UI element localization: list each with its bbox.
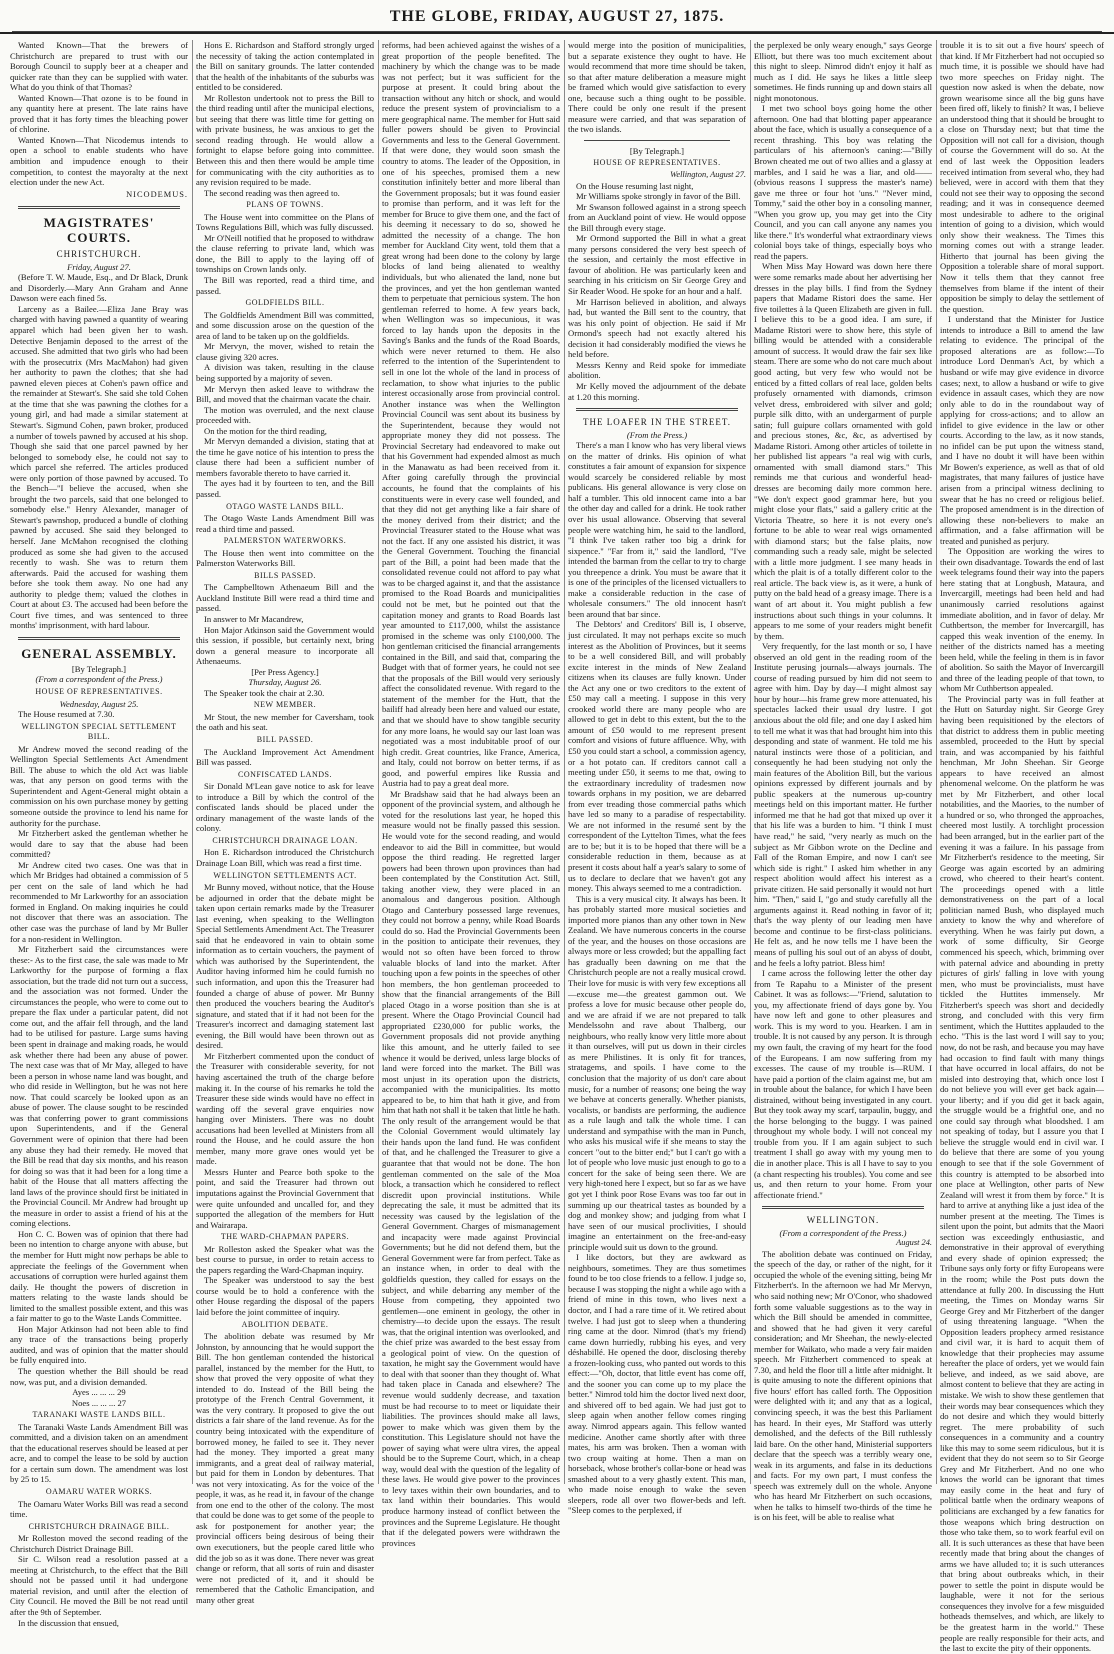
sub-heading: OAMARU WATER WORKS.	[45, 1487, 153, 1496]
press-agency-note: [Per Press Agency.]	[251, 666, 319, 677]
paragraph: The Debtors' and Creditors' Bill is, I observe, just circulated. It may not perhaps excite so much interest as the Abolition of Provinces, but it seems to be a well considered Bill, and will probably excite interest in the minds of New Zealand citizens when its clauses are fully known. Under the Act any one or two creditors to the extent of £50 may call a meeting. I suppose in this very crooked world there are many people who are allowed to get in debt to this extent, but the to the amount of £50 would to me represent present comfort and visions of future affluence. Why, with £50 you could start a school, a commission agency, or a hot potato can. If creditors cannot call a meeting under £50, it seems to me that, owing to the extraordinary incredulity of tradesmen now towards orphans in my position, we are debarred from ever treading those commercial paths which have led so many to a paradise of respectability. We are not informed in the resumé sent by the correspondent of the Lyttelton Times, what the fees are to be; but it is to be hoped that there will be a considerable reduction in them, because as at present it costs about half a year's salary to some of us to declare to declare that we haven't got any money. This always seemed to me a contradiction.	[568, 619, 746, 894]
paragraph: the perplexed be only weary enough," says George Elliott, but there was too much excitement about this night to sleep. Nimrod didn't enjoy it half as much as I did. He says he likes a little sleep sometimes. He finds running up and down stairs all night monotonous.	[754, 40, 932, 103]
paragraph: The ayes had it by fourteen to ten, and the Bill passed.	[196, 478, 374, 499]
paragraph: Mr Rolleston undertook not to press the Bill to the third reading until after the municipal elections, but seeing that there was little time for getting on with private business, he was anxious to get the second reading through. He would allow a fortnight to elapse before going into committee. Between this and then there would be ample time for communicating with the city authorities as to any revision required to be made.	[196, 92, 374, 188]
column-1	[10, 40, 189, 1628]
paragraph: The House went into committee on the Plans of Towns Regulations Bill, which was fully discussed.	[196, 211, 374, 233]
paragraph: (Before T. W. Maude, Esq., and Dr Black, Drunk and Disorderly.—Mary Ann Graham and Anne Dawson were each fined 5s.	[10, 272, 188, 304]
columns	[10, 40, 1104, 1654]
paragraph: The question whether the Bill should be read now, was put, and a division demanded.	[10, 1365, 188, 1387]
masthead	[0, 0, 1114, 34]
paragraph: The abolition debate was continued on Friday, the speech of the day, or rather of the night, for it occupied the whole of the evening sitting, being Mr Fitzherbert's. In the afternoon we had Mr Mervyn, who said nothing new; Mr O'Conor, who shadowed forth some valuable suggestions as to the way in which the Bill should be amended in committee, and showed that he had given it very careful consideration; and Mr Sheehan, the newly-elected member for Waikato, who made a very fair maiden speech. Mr Fitzherbert commenced to speak at 7.30, and held the floor till a little after midnight. It is quite amusing to note the different opinions that five hours' effort has called forth. The Opposition were delighted with it; and any that as a logical, convincing speech, it was the best this Parliament has heard. In their eyes, Mr Stafford was utterly demolished, and the defects of the Bill ruthlessly laid bare. On the other hand, Ministerial supporters declare that the speech was a terribly weary one, weak in its arguments, and false in its deductions and facts. For my own part, I must confess the speech was extremely dull on the whole. Anyone who has heard Mr Fitzherbert on such occasions, when he talks to himself two-thirds of the time he is on his feet, will be able to realise what	[754, 1248, 932, 1523]
paragraph: The Opposition are working the wires to their own disadvantage. Towards the end of last week telegrams found their way into the papers here stating that at Longbush, Mataura, and Invercargill, meetings had been held and had unanimously carried resolutions against immediate abolition, and in favor of delay. Mr Cuthbertson, the member for Invercargill, has capped this weak invention of the enemy. In neither of the districts named has a meeting been held, while the feeling in them is in favor of abolition. So saith the Mayor of Invercargill and three of the leading people of that town, to whom Mr Cuthbertson appealed.	[940, 546, 1104, 694]
wanted-known-1: Wanted Known—That the brewers of Christchurch are prepared to trust with our Borough Council to supply beer at a cheaper and quicker rate than they can be supplied with water. What do you think of that Thomas?	[10, 40, 188, 93]
paragraph: Mr Kelly moved the adjournment of the debate at 1.20 this morning.	[568, 380, 746, 402]
paragraph: When Miss May Howard was down here there were some remarks made about her advertising her dresses in the play bills. I find from the Sydney papers that Madame Ristori does the same. Her five toilettes à la Queen Elizabeth are given in full. I believe this to be a good idea. I am sure, if Madame Ristori were to show here, this style of billing would be attended with a considerable amount of success. It would draw the fair sex like steam. There are some who do not care much about good acting, but very few who would not be enticed by a fitted collars of real lace, golden belts profusely ornamented with diamonds, crimson velvet dress, embroidered with silver and gold; purple silk ditto, with an undergarment of purple satin; full guipure collars ornamented with gold and precious stones, &c, &c, as advertised by Madame Ristori. Among other articles of toilette in her published list appears "a real wig with curls, ornamented with small diamond stars." This reminds me that curious and wonderful head-dresses are becoming daily more common here. "We don't expect good grammar here, but you might close your flats," said a gallery critic at the Victoria Theatre, so here it is not every one's fortune to be able to wear real wigs ornamented with diamond stars; but the false plaits, now commanding such a ready sale, might be selected with a little more judgment. I see many heads in which the plait is of a totally different color to the real article. The back view is, as it were, a hunk of putty on the bald head of a greasy image. There is a want of art about it. You might publish a few instructions about such things in your columns. It appears to me some of your readers might benefit by them.	[754, 261, 932, 641]
sub-heading: OTAGO WASTE LANDS BILL.	[226, 501, 344, 511]
dateline: Thursday, August 26.	[248, 677, 322, 688]
paragraph: Hon C. C. Bowen was of opinion that there had been no intention to charge anyone with abuse, but the member for Hutt might now perhaps be able to appreciate the feelings of the Government when accusations of corruption were hurled against them daily. He thought the powers of discretion in matters relating to the waste lands should be limited to the smallest possible extent, and this was a fair matter to go to the Waste Lands Committee.	[10, 1228, 188, 1324]
column-3	[382, 40, 560, 1548]
paragraph: The Provincial party was in full feather at the Hutt on Saturday night. Sir George Grey having been requisitioned by the electors of that district to address them in public meeting assembled, proceeded to the Hutt by special train, and was accompanied by his faithful henchman, Mr John Sheehan. Sir George appears to have received an almost phenomenal welcome. On the platform he was met by Mr Fitzherbert, and other local notabilities, and the Maories, to the number of a hundred or so, who thronged the approaches, cheered most lustily. A torchlight procession had been arranged, but in the earlier part of the evening it was a failure. In his passage from Mr Fitzherbert's residence to the meeting, Sir George was again escorted by an admiring crowd, who cheered to their heart's content. The proceedings opened with a little demonstrativeness on the part of a local politician named Bush, who displayed much anxiety to know the why and wherefore of everything. When he was fairly put down, a work of some difficulty, Sir George commenced his speech, which, brimming over with paternal advice and abounding in pretty pictures of girls' falling in love with young men, who must be provincialists, must have tickled the Huttites immensely. Mr Fitzherbert's speech was short and decidedly strong, and concluded with this very firm sentiment, which the Huttites applauded to the echo. "This is the last word I will say to you; now, do not be rash, and because you may have had occasion to find fault with many things that have occurred in local affairs, do not be misled into destroying that, which once lost I do not believe you will ever get back again—your liberty; and if you did get it back again, the struggle would be a frightful one, and no one could say through what bloodshed. I am not speaking of today, but I assure you that I believe the struggle would end in civil war. I do believe that there are some of you young enough to see that if the sole Government of this country is attempted to be absorbed into one place at Wellington, other parts of New Zealand will wrest it from them by force." It is hard to arrive at anything like a just idea of the number present at the meeting. The Times is silent upon the point, but admits that the Maori section was exceedingly enthusiastic, and demonstrative in their approval of everything and every shade of opinion expressed; the Tribune says only forty or fifty Europeans were in the room; while the Post puts down the attendance at fully 200. In discussing the Hutt meeting, the Times on Monday warns Sir George Grey and Mr Fitzherbert of the danger of using threatening language. "When the Opposition leaders prophecy armed resistance and civil war, it is hard to acquit them of knowledge that their prophecies may assume hereafter the place of orders, yet we would fain believe, and indeed, as we said above, are almost content to believe that they are acting in mistake. We wish to show these gentlemen that their words may bear consequences which they do not desire and which they would bitterly regret. The mere probability of such consequences in a community and a country like this may to some seem ridiculous, but it is evident that they do not seem so to Sir George Grey and Mr Fitzherbert. And no one who knows the world can be ignorant that times may easily come in the heat and fury of political battle when the ordinary weapons of politicians are exchanged by a few fanatics for those weapons which bring destruction on those who take them, so to work fearful evil on all. It is such utterances as these that have been recently made that bring about the changes of arms we have alluded to; it is such utterances that bring about outbreaks which, in their power to settle the point in dispute would be laughable, were it not for the serious consequences they involve for a few misguided hotheads themselves, and which, are likely to be the greatest harm in the world." These people are really responsible for their acts, and the last to excite the pity of their opponents.	[940, 693, 1104, 1654]
sub-heading: WELLINGTON SETTLEMENTS ACT.	[213, 870, 357, 880]
paragraph: The motion was overruled, and the next clause proceeded with.	[196, 404, 374, 426]
section-heading-loafer: THE LOAFER IN THE STREET.	[583, 417, 731, 428]
sub-heading: BILL PASSED.	[256, 735, 314, 744]
paragraph: In the discussion that ensued,	[18, 1617, 119, 1628]
paragraph: The Goldfields Amendment Bill was committed, and some discussion arose on the question of the area of land to be taken up on the goldfields.	[196, 309, 374, 341]
paragraph: The House then went into committee on the Palmerston Waterworks Bill.	[196, 547, 374, 569]
paragraph: Mr Andrew cited two cases. One was that in which Mr Bridges had obtained a commission of 5 per cent on the sale of land which he had recommended to Mr Larkworthy for an association formed in England. On making inquiries he could not discover that there was an association. The other case was the purchase of land by Mr Buller for a non-resident in Wellington.	[10, 859, 188, 944]
section-rule	[576, 408, 738, 411]
paragraph: Mr Bunny moved, without notice, that the House be adjourned in order that the debate might be taken upon certain remarks made by the Treasurer last evening, when speaking to the Wellington Special Settlements Amendment Act. The Treasurer said that he endeavored in vain to obtain some information as to certain vouchers, the payment of which was authorised by the Superintendent, the Auditor having informed him he could furnish no such information, and upon this the Treasurer had founded a charge of abuse of power. Mr Bunny then produced the vouchers bearing the Auditor's signature, and stated that if it had not been for the Treasurer's incorrect and damaging statement last evening, the Bill would have been thrown out as desired.	[196, 882, 374, 1051]
paragraph: The Campbelltown Athenaeum Bill and the Auckland Institute Bill were read a third time and passed.	[196, 582, 374, 614]
paragraph: I like doctors, but they are awkward as neighbours, sometimes. They are thus sometimes found to be too close friends to a fellow. I judge so, because I was stopping the night a while ago with a friend of mine in this town, who lives next a doctor, and I had a rare time of it. We retired about twelve. I had just got to sleep when a thundering ring came at the door. Nimrod (that's my friend) came down hurriedly, rubbing his eyes, and very déshabillé. He opened the door, disclosing thereby a frozen-looking cuss, who panted out words to this effect:—"Oh, doctor, that little event has come off, and the sooner you can come up to my place the better." Nimrod told him the doctor lived next door, and shivered off to bed again. We had just got to sleep again when another fellow comes ringing away. Nimrod appears again. This fellow wanted medicine. Another came shortly after with three mates, his arm was broken. Then a woman with two croup waiting at home. Then a man on horseback, whose brother's collar-bone or head was smashed about to a very ghastly extent. This man, who made noise enough to wake the seven sleepers, rode all over two flower-beds and left. "Sleep comes to the perplexed, if	[568, 1252, 746, 1516]
dateline: Wednesday, August 25.	[59, 698, 139, 709]
paragraph: Mr Stout, the new member for Caversham, took the oath and his seat.	[196, 711, 374, 733]
paragraph: Mr Fitzherbert asked the gentleman whether he would dare to say that the abuse had been committed?	[10, 828, 188, 860]
paragraph: In answer to Mr Macandrew,	[204, 613, 304, 624]
paragraph: Very frequently, for the last month or so, I have observed an old gent in the reading room of the Institute perusing journals—always journals. The course of reading pursued by him did not seem to agree with him. Day by day—I might almost say hour by hour—his frame grew more attenuated, his spectacles lacked their usual dry lustre. I got anxious about the old file; and one day I asked him to tell me what it was that had brought him into this desponding and state of wanment. He told me his natural instincts were those of a politician, and consequently he had been studying not only the main features of the Abolition Bill, but the various opinions expressed by different journals and by public speakers at the numerous up-country meetings held on this important matter. He further informed me that he had got that mixed up over it that his life was a burden to him. "I think I must have read," he said, "very nearly as much on the subject as Mr Gibbon wrote on the Decline and Fall of the Roman Empire, and now I can't see which side is right." I asked him whether in any respect abolition would affect his interest as a private citizen. He said personally it would not hurt him. "Then," said I, "go and study carefully all the arguments against it. Read nothing in favor of it; that's the way plenty of our leading men have become and continue to be first-class politicians. He felt as, and he now tells me I have been the means of pulling his soul out of an abyss of doubt, and he feels a lofty patriot. Bless him!	[754, 641, 932, 968]
section-heading-magistrates: MAGISTRATES' COURTS.	[43, 215, 155, 246]
division-noes: Noes ... ... ... 27	[71, 1397, 127, 1408]
paragraph: Mr Williams spoke strongly in favor of the Bill.	[576, 191, 741, 202]
paragraph: Mr Andrew moved the second reading of the Wellington Special Settlements Act Amendment Bill. The abuse to which the old Act was liable was, that any person on good terms with the Superintendent and Agent-General might obtain a commission on his own purchase money by getting someone outside the province to lend his name for authority for the purchase.	[10, 743, 188, 828]
paragraph: The abolition debate was resumed by Mr Johnston, by announcing that he would support the Bill. The hon gentleman contended the historical parallel, instanced by the member for the Hutt, to show that proved the very opposite of what they intended to do. Instead of the Bill being the prototype of the French Central Government, it was the very contrary. It proposed to give the out districts a fair share of the land revenue. As for the country being intoxicated with the expenditure of borrowed money, he failed to see it. They never had the money. They imported a great many immigrants, and a great deal of railway material, but paid for them in London by debentures. That was not very intoxicating. As for the voice of the people, it was, as he read it, in favour of the change from one end to the other of the colony. The most that could be done was to get some of the people to ask for postponement for another year; the provincial officers being desirous of being their own executioners, but the people cared little who did the job so as it was done. There never was great change or reform, that all sorts of ruin and disaster were not predicted of it, and it should be remembered that the Catholic Emancipation, and many other great	[196, 1331, 374, 1605]
masthead-rule	[12, 31, 1102, 32]
column-separator	[378, 40, 379, 1484]
paragraph: The second reading was then agreed to.	[204, 187, 340, 198]
paragraph: The Bill was reported, read a third time, and passed.	[196, 275, 374, 296]
paragraph: The Speaker was understood to say the best course would be to hold a conference with the other House regarding the disposal of the papers laid before the joint committee of inquiry.	[196, 1275, 374, 1317]
paragraph: Mr Ormond supported the Bill in what a great many persons considered the very best speech of the session, and certainly the most effective in favour of abolition. He was particularly keen and searching in his criticism on Sir George Grey and Sir Reader Wood. He spoke for an hour and a half.	[568, 233, 746, 297]
signature: NICODEMUS.	[126, 189, 188, 199]
paragraph: I understand that the Minister for Justice intends to introduce a Bill to amend the law relating to evidence. The principal of the proposed alterations are as follow:—To introduce Lord Denman's Act, by which a husband or wife may give evidence in divorce cases; next, to allow a husband or wife to give evidence in assault cases, which they are now only able to do in the roundabout way of applying for cross-actions; and to allow an infidel to give evidence in the law or other courts. According to the law, as it now stands, no infidel can be put upon the witness stand, and I have no doubt it will have been within Mr Bowen's experience, as well as that of old magistrates, that many failures of justice have arisen from a principal witness declining to swear that he has no creed or religious belief. The proposed amendment is in the direction of allowing these non-believers to make an affirmation, and a false affirmation will be treated and punished as perjury.	[940, 314, 1104, 546]
paragraph: There's a man I know who has very liberal views on the matter of drinks. His opinion of what constitutes a fair amount of expansion for sixpence would scarcely be considered reliable by most publicans. His general allowance is very close on half a tumbler. This old innocent came into a bar the other day and called for a drink. He took rather over his usual allowance. Observing that several people were watching him, he said to the landlord, "I think I've taken rather too big a drink for sixpence." "Far from it," said the landlord, "I've intended the barman from the cellar to try to charge you threepence a drink. You must be aware that it is one of the principles of the licensed victuallers to make a considerable reduction in the case of wholesale consumers." The old innocent hasn't been around that bar since.	[568, 440, 746, 619]
paragraph: Mr Mervyn demanded a division, stating that at the time he gave notice of his intention to press the clause there had been a sufficient number of members favorable thereto to have carried it.	[196, 436, 374, 478]
paragraph: Hons E. Richardson and Stafford strongly urged the necessity of taking the action contemplated in the Bill on sanitary grounds. The latter contended that the health of the inhabitants of the suburbs was entitled to be considered.	[196, 40, 374, 93]
paragraph: reforms, had been achieved against the wishes of a great proportion of the people benefited. The machinery by which the change was to be made was not perfect; but it was sufficient for the purpose at present. It could bring about the transaction without any hitch or shock, and would reduce the present system of provincialism to a mere geographical name. The member for Hutt said fuller powers should be given to Provincial Governments and less to the General Government. If that were done, they would soon smash the country to atoms. The leader of the Opposition, in one of his speeches, promised them a new constitution infinitely better and more liberal than the Government proposals; but it was found easier to promise than perform, and it was left for the member for Bruce to give them one, and the fact of his deeming it necessary to do so, showed he admitted the necessity of a change. The hon member for Auckland City went, told them that a great wrong had been done to the colony by large blocks of land being alienated to wealthy individuals, but who alienated the land, none but the provinces, and yet the hon gentleman wanted them to perpetuate that pernicious system. The hon gentleman referred to home. A few years back, when Wellington was so impecunious, it was forced to lay hands upon the deposits in the Saving's Banks and the funds of the Road Boards, which were never returned to them. He also referred to the intention of the Superintendent to sell in one lot the whole of the land in process of reclamation, to show what injuries to the public interest occasionally arose from provincial control. Another instance was when the Wellington Provincial Council was sent about its business by the Superintendent, because they would not appropriate money they did not possess. The Provincial Secretary had endeavored to make out that his Government had expended almost as much in the Manawatu as had been received from it. After going carefully through the provincial accounts, he found that the complaints of his constituents were in every case well founded, and that they did not get anything like a fair share of the money derived from their district; and the Provincial Treasurer stated to the House what was not the fact. If any one assisted his district, it was the General Government. Touching the financial part of the Bill, a point had been made that the consolidated revenue could not afford to pay what was to be charged against it, and that the assistance promised to the Road Boards and municipalities could not be met, but he pointed out that the capitation money and grants to Road Boards last year amounted to £117,000, whilst the assistance promised in the scheme was only £100,000. The hon gentleman criticised the financial arrangements contained in the Bill, and said that, comparing the Budget with that of former years, he could not see that the proposals of the Bill would very seriously affect the consolidated revenue. With regard to the statement of the member for the Hutt, that the bailiff had already been here and valued our estate, and that we should have to show tangible security for any more loans, he would say our last loan was negotiated was a most indubitable proof of our high credit. Great countries, like France, America, and Italy, could not borrow on better terms, if as good, and powerful empires like Russia and Austria had to pay a great deal more.	[382, 40, 560, 789]
noes-label: Noes	[71, 1397, 90, 1408]
paragraph: Mr Rolleston asked the Speaker what was the best course to pursue, in order to retain access to the papers regarding the Ward-Chapman inquiry.	[196, 1243, 374, 1275]
section-rule	[584, 140, 730, 141]
paragraph: The Speaker took the chair at 2.30.	[204, 687, 325, 698]
paragraph: The Auckland Improvement Act Amendment Bill was passed.	[196, 746, 374, 768]
paragraph: A division was taken, resulting in the clause being supported by a majority of seven.	[196, 362, 374, 383]
paragraph: Mr Mervyn, the mover, wished to retain the clause giving 320 acres.	[196, 341, 374, 362]
sub-heading: BILLS PASSED.	[254, 570, 316, 580]
paragraph: I came across the following letter the other day from Te Rapahu to a Minister of the present Cabinet. It was as follows:—"Friend, salutation to you, my affectionate friend of days gone by. You have now left and gone to other pleasures and work. This is my word to you. Hearken. I am in trouble. It is not caused by any person. It is through my own fault, the craving of my heart for the food of the Europeans. I am now suffering from my excesses. The cause of my trouble is—RUM. I have paid a portion of the claim against me, but am in trouble about the balance, for which I have been distrained, without being investigated in any court. But they took away my scarf, tarpaulin, buggy, and the horse belonging to the buggy. I was pained throughout my whole body. I will not conceal my trouble from you. If I am again subject to such treatment I shall go away with my young men to die in another place. This is all I have to say to you (a chant respecting his troubles). You come and see us, and then return to your home. From your affectionate friend."	[754, 968, 932, 1200]
column-separator	[564, 40, 565, 1484]
paragraph: The House resumed at 7.30.	[18, 709, 115, 720]
sub-heading-christchurch: CHRISTCHURCH.	[56, 249, 142, 260]
noes-value: 27	[117, 1397, 127, 1408]
column-2	[196, 40, 374, 1605]
paragraph: would merge into the position of municipalities, but a separate existence they ought to have. He would recommend that more time should be taken, so that after mature deliberation a measure might be framed which would give satisfaction to every one, because such a thing ought to be possible. There could be only one result if the present measure were carried, and that was separation of the two islands.	[568, 40, 746, 135]
paragraph: Sir Donald M'Lean gave notice to ask for leave to introduce a Bill by which the control of the confiscated lands should be placed under the ordinary management of the waste lands of the colony.	[196, 781, 374, 834]
ayes-value: 29	[117, 1387, 126, 1398]
ayes-label: Ayes	[72, 1387, 90, 1398]
paragraph: This is a very musical city. It always has been. It has probably started more musical societies and imported more pianos than any other town in New Zealand. We have numerous concerts in the course of the year, and the houses on those occasions are always more or less crowded; but the appalling fact has gradually been dawning on me that the Christchurch people are not a really musical crowd. Their love for music is with very few exceptions all—excuse me—the greatest gammon out. We profess a love for music because other people do, and we are afraid if we are not prepared to talk Mendelssohn and rave about Thalberg, our neighbours, who really know very little more about it than ourselves, will put us down in their circles as mere Philistines. It is only fit for trances, stratagems, and spoils. I have come to the conclusion that the majority of us don't care about music, for a number of reasons; one being the way we behave at concerts generally. Whether pianists, vocalists, or bandists are performing, the audience as a rule laugh and talk the whole time. I can understand and sympathise with the man in Punch, who asks his musical wife if she means to stay the concert "out to the bitter end;" but I can't go with a lot of people who love music just enough to go to a concert for the sake of being seen there. We are very high-toned here I expect, but so far as we have got yet I think poor Rose Evans was too far out in summing up our theatrical tastes as bounded by a dog and monkey show; and judging from what I have seen of our musical proclivities, I should imagine an entertainment on the free-and-easy principle would suit us down to the ground.	[568, 893, 746, 1252]
paragraph: trouble it is to sit out a five hours' speech of that kind. If Mr Fitzherbert had not occupied so much time, it is possible we should have had two more speeches on Friday night. The question now asked is when the debate, now grown wearisome since all the big guns have been fired off, likely to finish? It was, I believe an understood thing that it should be brought to a close on Thursday next; but that time the Opposition will not call for a division, though of course the Government will do so. At the end of last week the Opposition leaders received intimation from several who, they had believed, were in accord with them that they could not see their way to opposing the second reading; and it was in consequence deemed most undesirable to adhere to the original intention of going to a division, which would only show their weakness. The Times this morning comes out with a strange leader. Hitherto that journal has been giving the Opposition a tolerable share of moral support. Now it tells them that they cannot free themselves from blame if the intent of their opposition be simply to delay the settlement of the question.	[940, 40, 1104, 314]
correspondent-note: (From a correspondent of the Press.)	[35, 674, 163, 685]
sub-heading: NEW MEMBER.	[253, 700, 317, 710]
paragraph: Larceny as a Bailee.—Eliza Jane Bray was charged with having pawned a quantity of wearing apparel which had been given her to wash. Detective Benjamin deposed to the arrest of the accused. She admitted that two girls who had been with the prosecutrix (Mrs MacMahon) had given her authority to pawn the clothes; that she had pawned eleven pieces at Cohen's pawn office and the remainder at Stewart's. She said she told Cohen at the time that she was pawning the clothes for a young girl, and had made a similar statement at Stewart's. Sigmund Cohen, pawn broker, produced a number of towels pawned by accused at his shop. Though she said that one parcel pawned by her belonged to somebody else, he could not say to which parcel she referred. The articles produced were only portion of those pawned by accused. To the Bench—"I believe the accused, when she brought the two parcels, said that one belonged to somebody else." Henry Alexander, manager of Stewart's pawnshop, produced a bundle of clothing pawned by accused. She said they belonged to herself. Jane McMahon recognised the clothing produced as some she had given to the accused recently to wash. She was to return them afterwards. Paid the accused for washing them before she took them away. No one had any authority to pledge them; valued the clothes in Court at about £3. The accused had been before the Court five times, and was sentenced to three months' imprisonment, with hard labour.	[10, 303, 188, 631]
paragraph: Hon Major Atkinson had not been able to find any trace of the transactions being properly audited, and was of opinion that the matter should be fully enquired into.	[10, 1323, 188, 1366]
paragraph: Mr Rolleston moved the second reading of the Christchurch District Drainage Bill.	[10, 1533, 188, 1554]
sub-heading: PALMERSTON WATERWORKS.	[223, 536, 347, 546]
column-separator	[192, 40, 193, 1484]
correspondent-note: (From the Press.)	[626, 429, 688, 440]
sub-heading: GOLDFIELDS BILL.	[245, 298, 325, 308]
paragraph: Hon Major Atkinson said the Government would this session, if possible, but certainly next, bring down a general measure to incorporate all Athenaeums.	[196, 624, 374, 667]
paragraph: Mr Swanson followed against in a strong speech from an Auckland point of view. He would oppose the Bill through every stage.	[568, 201, 746, 233]
paragraph: The Oamaru Water Works Bill was read a second time.	[10, 1498, 188, 1520]
paragraph: Mr O'Neill notified that he proposed to withdraw the clause referring to private land, which was done, the Bill to apply to the laying off of townships on Crown lands only.	[196, 232, 374, 275]
sub-heading: CONFISCATED LANDS.	[238, 769, 332, 779]
column-separator	[936, 40, 937, 1484]
paragraph: Mr Mervyn then asked leave to withdraw the Bill, and moved that the chairman vacate the chair.	[196, 383, 374, 405]
paragraph: Mr Fitzherbert commented upon the conduct of the Treasurer with considerable severity, for not having ascertained the truth of the charge before making it. In the course of his remarks he told the Treasurer these side winds would have no effect in warding off the several grave enquiries now hanging over Ministers. There was no doubt accusations had been levelled at Ministers from all round the House, and he could assure the hon member, many more grave ones would yet be made.	[196, 1050, 374, 1167]
paragraph: The Otago Waste Lands Amendment Bill was read a third time and passed.	[196, 513, 374, 534]
masthead-title: THE GLOBE, FRIDAY, AUGUST 27, 1875.	[389, 8, 725, 25]
column-separator	[750, 40, 751, 1484]
wanted-known-3: Wanted Known—That Nicodemus intends to open a school to enable students who have ambition and impudence enough to their competition, to contest the mayoralty at the next election under the new Act.	[10, 134, 188, 188]
telegraph-note: [By Telegraph.]	[629, 145, 685, 156]
paragraph: Mr Fitzherbert said the circumstances were these:- As to the first case, the sale was made to Mr Larkworthy for the purpose of forming a flax association, but the trade did not turn out a success, and the association was not formed. Under the circumstances the people, who were to come out to prepare the flax under a particular patent, did not come out, and the affair fell through, and the land had to be utilised for pasture. Large sums having been spent in drainage and making roads, he would ask whether there had been any abuse of power. The next case was that of Mr May, alleged to have been a person in whose name land was bought, and who did reside in Wellington, but he was not here now. That could scarcely be looked upon as an abuse of power. The clause sought to be rescinded was that conferring power to grant commissions upon Superintendents, and if the General Government were of opinion that there had been any abuse they had their remedy. He moved that the Bill be read that day six months, and his reason for doing so was that it had been for a long time a habit of the House that all matters affecting the land laws of the province should first be initiated in the Provincial Council. Mr Andrew had brought up the measure in order to assist a friend of his at the coming elections.	[10, 944, 188, 1229]
paragraph: On the House resuming last night,	[576, 180, 694, 191]
paragraph: Mr Harrison believed in abolition, and always had, but wanted the Bill sent to the country, that was his only point of objection. He said if Mr Ormond's speech had not exactly altered his decision it had considerably modified the views he held before.	[568, 296, 746, 360]
column-4	[568, 40, 746, 1516]
section-rule	[18, 206, 180, 209]
dateline: Wellington, August 27.	[670, 170, 746, 180]
division-ayes: Ayes ... ... ... 29	[72, 1387, 126, 1398]
sub-heading-house: HOUSE OF REPRESENTATIVES.	[593, 158, 721, 168]
paragraph: On the motion for the third reading,	[204, 425, 327, 436]
sub-heading: WELLINGTON SPECIAL SETTLEMENT BILL.	[21, 721, 177, 742]
sub-heading: PLANS OF TOWNS.	[246, 200, 324, 210]
sub-heading: ABOLITION DEBATE.	[241, 1319, 329, 1329]
dateline: August 24.	[896, 1238, 932, 1248]
wanted-known-2: Wanted Known—That ozone is to be found in any quantity here at present. The late rains have proved that it has forty times the bleaching power of chlorine.	[10, 92, 188, 135]
column-6	[940, 40, 1104, 1654]
dateline: Friday, August 27.	[67, 261, 131, 272]
paragraph: Hon E. Richardson introduced the Christchurch Drainage Loan Bill, which was read a first time.	[196, 847, 374, 869]
sub-heading: CHRISTCHURCH DRAINAGE LOAN.	[212, 835, 358, 845]
section-heading-wellington: WELLINGTON.	[806, 1215, 880, 1226]
paragraph: Mr Bradshaw said that he had always been an opponent of the provincial system, and although he voted for the resolutions last year, he hoped this measure would not be finally passed this session. He would vote for the second reading, and would endeavor to aid the Bill in committee, but would oppose the third reading. He regretted larger powers had been thrown upon provinces than had been contemplated by the Constitution Act. Still, taking another view, they were placed in an anomalous and dangerous position. Although Otago and Canterbury possessed large revenues, they could not borrow a penny, while Road Boards could do so. Had the Provincial Governments been in the position to anticipate their revenues, they would not so often have been forced to throw valuable blocks of land into the market. After touching upon a few points in the speeches of other hon members, the hon gentleman proceeded to show that the financial arrangements of the Bill placed Otago in a worse position than she is at present. Where the Otago Provincial Council had appropriated £230,000 for public works, the Government proposals did not provide anything like this amount, and he utterly failed to see whence it would be derived, unless large blocks of land were forced into the market. The Bill was most unjust in its operation upon the districts, accompanied with the municipalities. Its motto appeared to be, to him that hath it give, and from him that hath not shall it be taken that little he hath. The only result of the arrangement would be that the Colonial Government would ultimately lay their hands upon the land fund. He was confident of that, and he challenged the Treasurer to give a guarantee that that would not be done. The hon gentleman commented on the sale of the Moa block, a transaction which he considered to reflect discredit upon provincial institutions. While deprecating the sale, it must be admitted that its necessity was caused by the legislation of the General Government. Charges of mismanagement and incapacity were made against Provincial Governments; but he did not defend them, but the General Government were far from perfect. Take as an instance when, in order to deal with the goldfields question, they called for essays on the subject, and while debarring any member of the House from competing, they appointed two gentlemen—one eminent in geology, the other in chemistry—to decide upon the essays. The result was, that the original intention was overlooked, and the chief prize was awarded to the best essay from a geological point of view. On the question of taxation, he might say the Government would have to deal with that sooner than they thought of. What had taken place in Canada and elsewhere? The revenue would suddenly decrease, and taxation must be had recourse to to meet or liquidate their liabilities. The provinces should make all laws, power to make which was given them by the constitution. This Legislature should not have the power of saying what were ultra vires, the appeal should be to the Supreme Court, which, in a cheap way, would deal with the question of the legality of these laws. He would give power to the provinces to levy taxes within their own boundaries, and to tax land within their boundaries. This would produce harmony instead of conflict between the provinces and the Supreme Legislature. He thought that if the delegated powers were withdrawn the provinces	[382, 788, 560, 1548]
sub-heading: TARANAKI WASTE LANDS BILL.	[32, 1410, 166, 1420]
paragraph: I met two school boys going home the other afternoon. One had that blotting paper appearance about the face, which is usually a consequence of a recent thrashing. This boy was relating the particulars of his afternoon's caning:—"Billy Brown cheated me out of two allies and a glassy at marbles, and I said he was a liar, and old——(obvious reasons I suppress the master's name) gave me three or four hot 'uns." "Never mind, Tommy," said the other boy in a consoling manner, "When you grow up, you may get into the City Council, and you can call anyone any names you like there." It's wonderful what extraordinary views colonial boys take of things, especially boys who read the papers.	[754, 103, 932, 261]
paragraph: The Taranaki Waste Lands Amendment Bill was committed, and a division taken on an amendment that the educational reserves should be leased at per acre, and to compel the lease to be sold by auction for a certain sum down. The amendment was lost by 25 to 15.	[10, 1421, 189, 1485]
telegraph-note: [By Telegraph.]	[71, 663, 127, 674]
paragraph: Messrs Hunter and Pearce both spoke to the point, and said the Treasurer had thrown out imputations against the Provincial Government that were quite unfounded and uncalled for, and they supported the allegation of the members for Hutt and Wairarapa.	[196, 1166, 374, 1230]
section-rule	[762, 1206, 924, 1209]
section-heading-general-assembly: GENERAL ASSEMBLY.	[21, 645, 177, 661]
paragraph: Sir C. Wilson read a resolution passed at a meeting at Christchurch, to the effect that the Bill should not be passed until it had undergone material revision, and until after the election of City Council. He moved the Bill be not read until after the 9th of September.	[10, 1554, 188, 1618]
sub-heading: CHRISTCHURCH DRAINAGE BILL.	[28, 1521, 170, 1531]
sub-heading: THE WARD-CHAPMAN PAPERS.	[220, 1232, 350, 1242]
correspondent-note: (From a correspondent of the Press.)	[779, 1227, 907, 1238]
sub-heading-house: HOUSE OF REPRESENTATIVES.	[35, 686, 163, 696]
paragraph: Messrs Kenny and Reid spoke for immediate abolition.	[568, 359, 746, 381]
column-5	[754, 40, 932, 1523]
section-rule	[18, 637, 180, 640]
